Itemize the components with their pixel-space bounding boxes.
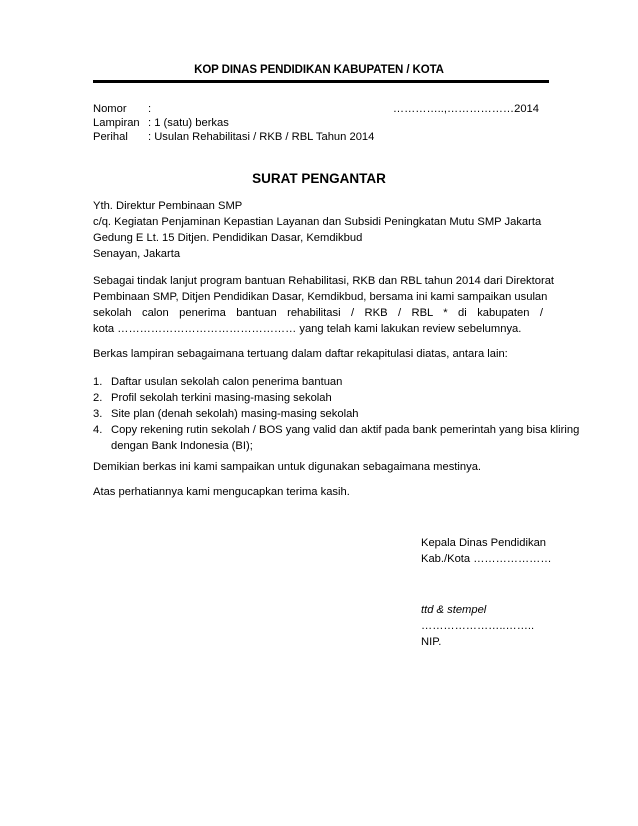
addressee-line: Senayan, Jakarta	[93, 248, 181, 260]
list-item	[93, 422, 580, 454]
paragraph-line: kota ………………………………………… yang telah kami lakukan review sebelumnya.	[93, 323, 522, 335]
signer-position: Kepala Dinas Pendidikan	[421, 537, 547, 549]
list-text: Profil sekolah terkini masing-masing sekolah	[111, 392, 332, 404]
attachment-list	[93, 374, 580, 454]
closing-paragraph: Demikian berkas ini kami sampaikan untuk digunakan sebagaimana mestinya.	[93, 461, 482, 473]
nomor-label: Nomor	[93, 103, 127, 115]
nomor-value: :	[148, 103, 152, 115]
paragraph-line: Sebagai tindak lanjut program bantuan Rehabilitasi, RKB dan RBL tahun 2014 dari Direktorat	[93, 275, 555, 287]
list-text: Copy rekening rutin sekolah / BOS yang valid dan aktif pada bank pemerintah yang bisa kliring	[111, 424, 580, 436]
opening-paragraph	[93, 273, 555, 337]
list-number: 1.	[93, 376, 103, 388]
list-number: 2.	[93, 392, 103, 404]
addressee-line: c/q. Kegiatan Penjaminan Kepastian Layanan dan Subsidi Peningkatan Mutu SMP Jakarta	[93, 216, 542, 228]
list-text: Daftar usulan sekolah calon penerima bantuan	[111, 376, 343, 388]
thanks-paragraph: Atas perhatiannya kami mengucapkan terima kasih.	[93, 486, 350, 498]
list-number: 3.	[93, 408, 103, 420]
signer-name: …………………..……..	[421, 620, 535, 632]
list-text: Site plan (denah sekolah) masing-masing sekolah	[111, 408, 359, 420]
perihal-label: Perihal	[93, 131, 128, 143]
letter-meta	[93, 102, 549, 144]
lampiran-value: : 1 (satu) berkas	[148, 117, 229, 129]
addressee-line: Yth. Direktur Pembinaan SMP	[93, 200, 243, 212]
list-number: 4.	[93, 424, 103, 436]
perihal-value: : Usulan Rehabilitasi / RKB / RBL Tahun 2014	[148, 131, 375, 143]
letterhead-divider	[93, 80, 549, 83]
paragraph-line: sekolah calon penerima bantuan rehabilitasi / RKB / RBL * di kabupaten /	[93, 307, 543, 319]
meta-perihal-row	[93, 130, 549, 144]
list-item	[93, 390, 549, 406]
list-item	[93, 374, 549, 390]
signature-stamp-note: ttd & stempel	[421, 604, 487, 616]
meta-nomor-row	[93, 102, 549, 116]
paragraph-line: Pembinaan SMP, Ditjen Pendidikan Dasar, Kemdikbud, bersama ini kami sampaikan usulan	[93, 291, 548, 303]
letterhead-title: KOP DINAS PENDIDIKAN KABUPATEN / KOTA	[194, 64, 444, 76]
letter-title: SURAT PENGANTAR	[252, 171, 386, 186]
list-text-continued: dengan Bank Indonesia (BI);	[111, 440, 253, 452]
lampiran-label: Lampiran	[93, 117, 140, 129]
signature-block	[421, 603, 561, 651]
signer-nip: NIP.	[421, 636, 442, 648]
addressee-line: Gedung E Lt. 15 Ditjen. Pendidikan Dasar, Kemdikbud	[93, 232, 363, 244]
list-item	[93, 406, 549, 422]
attachment-intro: Berkas lampiran sebagaimana tertuang dalam daftar rekapitulasi diatas, antara lain:	[93, 348, 508, 360]
signature-position	[421, 536, 561, 568]
signer-office: Kab./Kota …………………	[421, 553, 552, 565]
meta-lampiran-row	[93, 116, 549, 130]
addressee-block	[93, 199, 549, 263]
letter-date: …………..,………………2014	[392, 103, 539, 115]
